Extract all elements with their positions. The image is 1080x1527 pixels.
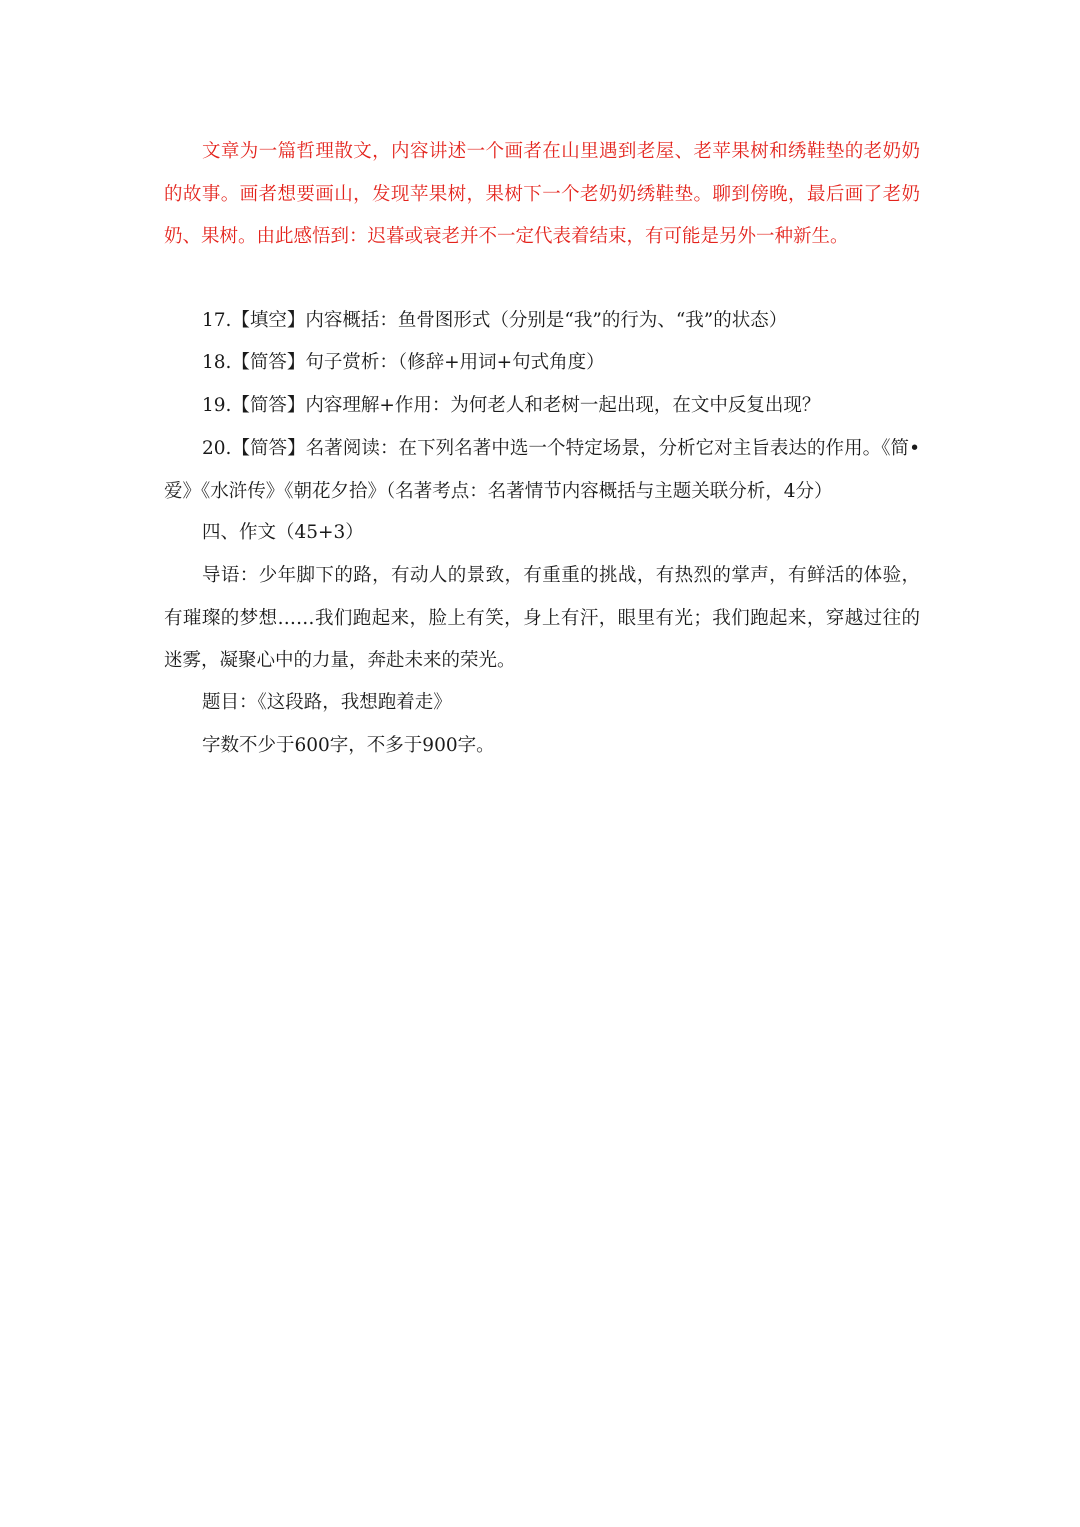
composition-title: 题目：《这段路，我想跑着走》 [202, 692, 452, 713]
composition-guide-paragraph: 导语：少年脚下的路，有动人的景致，有重重的挑战，有热烈的掌声，有鲜活的体验，有璀璨的梦想……我们跑起来，脸上有笑，身上有汗，眼里有光；我们跑起来，穿越过往的迷雾，凝聚心中的力量，奔赴未来的荣光。 [164, 565, 920, 671]
composition-word-count: 字数不少于600字，不多于900字。 [202, 735, 495, 756]
question-18: 18.【简答】句子赏析：（修辞+用词+句式角度） [202, 352, 605, 373]
question-17: 17.【填空】内容概括：鱼骨图形式（分别是“我”的行为、“我”的状态） [202, 310, 788, 331]
article-summary-paragraph: 文章为一篇哲理散文，内容讲述一个画者在山里遇到老屋、老苹果树和绣鞋垫的老奶奶的故事。画者想要画山，发现苹果树，果树下一个老奶奶绣鞋垫。聊到傍晚，最后画了老奶奶、果树。由此感悟到：迟暮或衰老并不一定代表着结束，有可能是另外一种新生。 [164, 141, 920, 247]
question-19: 19.【简答】内容理解+作用：为何老人和老树一起出现，在文中反复出现？ [202, 395, 821, 416]
composition-heading: 四、作文（45+3） [202, 522, 364, 543]
question-20: 20.【简答】名著阅读：在下列名著中选一个特定场景，分析它对主旨表达的作用。《简•爱》《水浒传》《朝花夕拾》（名著考点：名著情节内容概括与主题关联分析，4分） [164, 438, 920, 502]
